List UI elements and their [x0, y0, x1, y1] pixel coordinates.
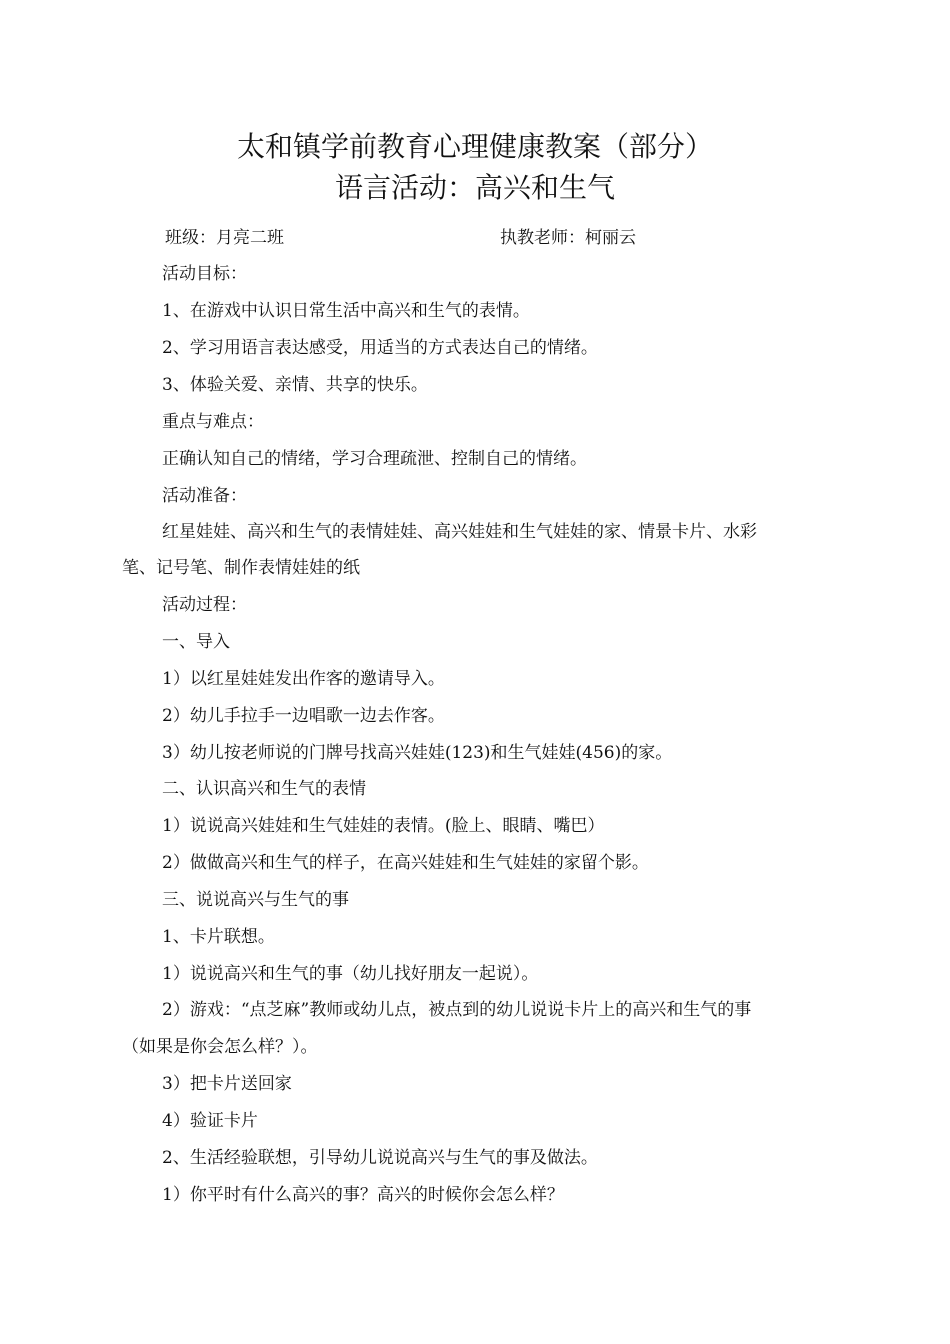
- section-heading-preparation: 活动准备：: [162, 486, 247, 506]
- process-step-item: 3）把卡片送回家: [162, 1074, 292, 1094]
- process-step-item: 2）做做高兴和生气的样子，在高兴娃娃和生气娃娃的家留个影。: [162, 853, 649, 873]
- process-step-heading: 三、说说高兴与生气的事: [162, 890, 349, 910]
- preparation-text: 红星娃娃、高兴和生气的表情娃娃、高兴娃娃和生气娃娃的家、情景卡片、水彩: [162, 522, 757, 542]
- process-step-item: 2）游戏：“点芝麻”教师或幼儿点，被点到的幼儿说说卡片上的高兴和生气的事: [162, 1000, 752, 1020]
- class-info: 班级：月亮二班: [165, 228, 284, 248]
- section-heading-key-points: 重点与难点：: [162, 412, 264, 432]
- process-step-item: 2、生活经验联想，引导幼儿说说高兴与生气的事及做法。: [162, 1148, 598, 1168]
- document-subtitle: 语言活动：高兴和生气: [334, 171, 615, 204]
- process-step-heading: 二、认识高兴和生气的表情: [162, 779, 366, 799]
- document-title: 太和镇学前教育心理健康教案（部分）: [236, 130, 713, 163]
- process-step-item: 1）你平时有什么高兴的事？高兴的时候你会怎么样？: [162, 1185, 564, 1205]
- process-step-item: 4）验证卡片: [162, 1111, 258, 1131]
- process-step-item: 1）说说高兴娃娃和生气娃娃的表情。(脸上、眼睛、嘴巴）: [162, 816, 605, 836]
- preparation-text-continued: 笔、记号笔、制作表情娃娃的纸: [122, 558, 360, 578]
- process-step-heading: 一、导入: [162, 632, 230, 652]
- process-step-item: 1、卡片联想。: [162, 927, 275, 947]
- process-step-item: 1）以红星娃娃发出作客的邀请导入。: [162, 669, 445, 689]
- goal-item: 3、体验关爱、亲情、共享的快乐。: [162, 375, 428, 395]
- section-heading-goals: 活动目标：: [162, 264, 247, 284]
- process-step-item: 3）幼儿按老师说的门牌号找高兴娃娃(123)和生气娃娃(456)的家。: [162, 743, 673, 763]
- goal-item: 1、在游戏中认识日常生活中高兴和生气的表情。: [162, 301, 530, 321]
- key-point-text: 正确认知自己的情绪，学习合理疏泄、控制自己的情绪。: [162, 449, 587, 469]
- process-step-item-continued: （如果是你会怎么样？）。: [122, 1037, 318, 1057]
- process-step-item: 1）说说高兴和生气的事（幼儿找好朋友一起说）。: [162, 964, 539, 984]
- goal-item: 2、学习用语言表达感受，用适当的方式表达自己的情绪。: [162, 338, 598, 358]
- teacher-info: 执教老师：柯丽云: [500, 228, 636, 248]
- section-heading-process: 活动过程：: [162, 595, 247, 615]
- process-step-item: 2）幼儿手拉手一边唱歌一边去作客。: [162, 706, 445, 726]
